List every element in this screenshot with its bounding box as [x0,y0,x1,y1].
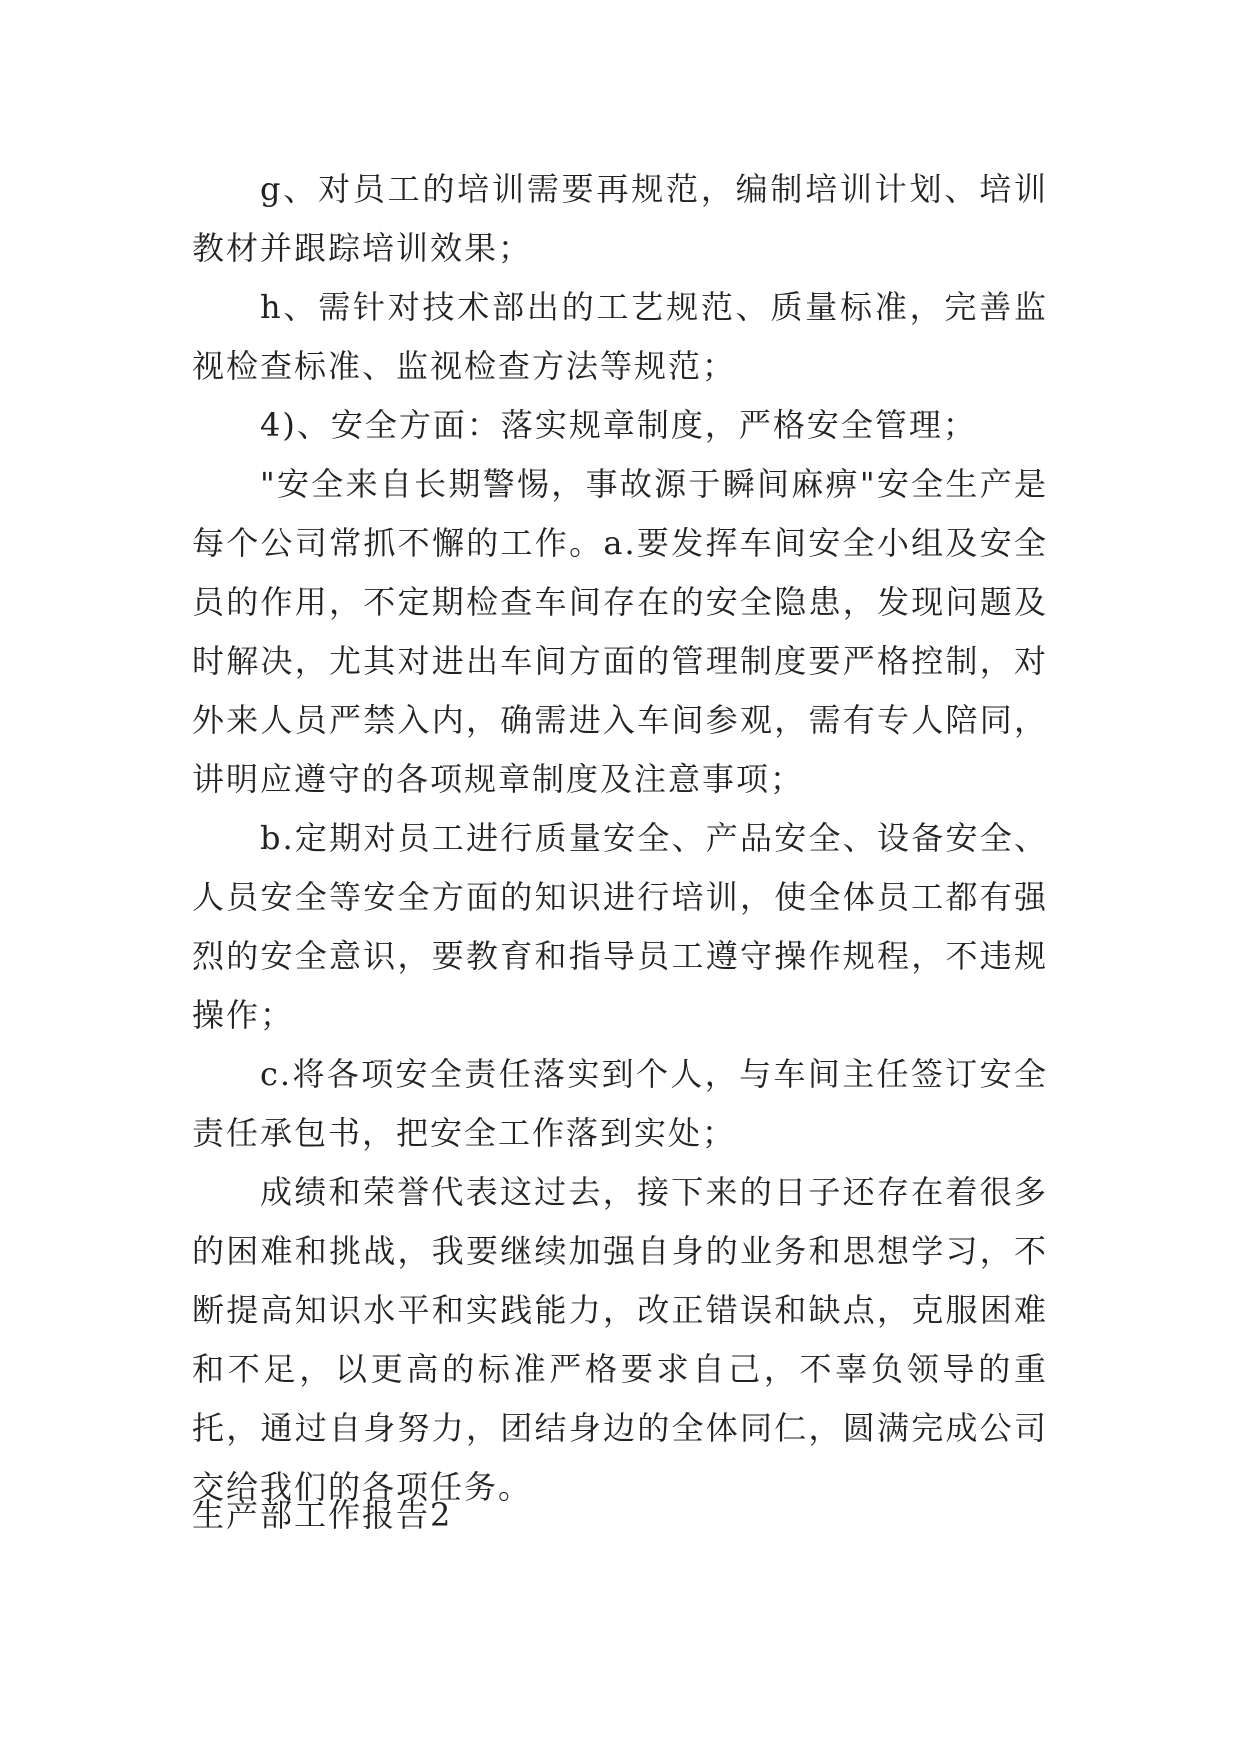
paragraph-standards: h、需针对技术部出的工艺规范、质量标准，完善监视检查标准、监视检查方法等规范； [192,288,1048,385]
paragraph-training: g、对员工的培训需要再规范，编制培训计划、培训教材并跟踪培训效果； [192,170,1048,267]
paragraph-conclusion: 成绩和荣誉代表这过去，接下来的日子还存在着很多的困难和挑战，我要继续加强自身的业务和思想学习，不断提高知识水平和实践能力，改正错误和缺点，克服困难和不足，以更高的标准严格要求自己，不辜负领导的重托，通过自身努力，团结身边的全体同仁，圆满完成公司交给我们的各项任务。 [192,1173,1048,1506]
paragraph-safety-c: c.将各项安全责任落实到个人，与车间主任签订安全责任承包书，把安全工作落到实处； [192,1055,1048,1152]
document-body [192,160,1048,1517]
paragraph-safety-a: "安全来自长期警惕，事故源于瞬间麻痹"安全生产是每个公司常抓不懈的工作。a.要发挥车间安全小组及安全员的作用，不定期检查车间存在的安全隐患，发现问题及时解决，尤其对进出车间方面的管理制度要严格控制，对外来人员严禁入内，确需进入车间参观，需有专人陪同，讲明应遵守的各项规章制度及注意事项； [192,465,1048,798]
paragraph-safety-heading: 4)、安全方面：落实规章制度，严格安全管理； [260,406,977,444]
paragraph-safety-b: b.定期对员工进行质量安全、产品安全、设备安全、人员安全等安全方面的知识进行培训，使全体员工都有强烈的安全意识，要教育和指导员工遵守操作规程，不违规操作； [192,819,1048,1034]
section-heading: 生产部工作报告2 [192,1496,453,1534]
